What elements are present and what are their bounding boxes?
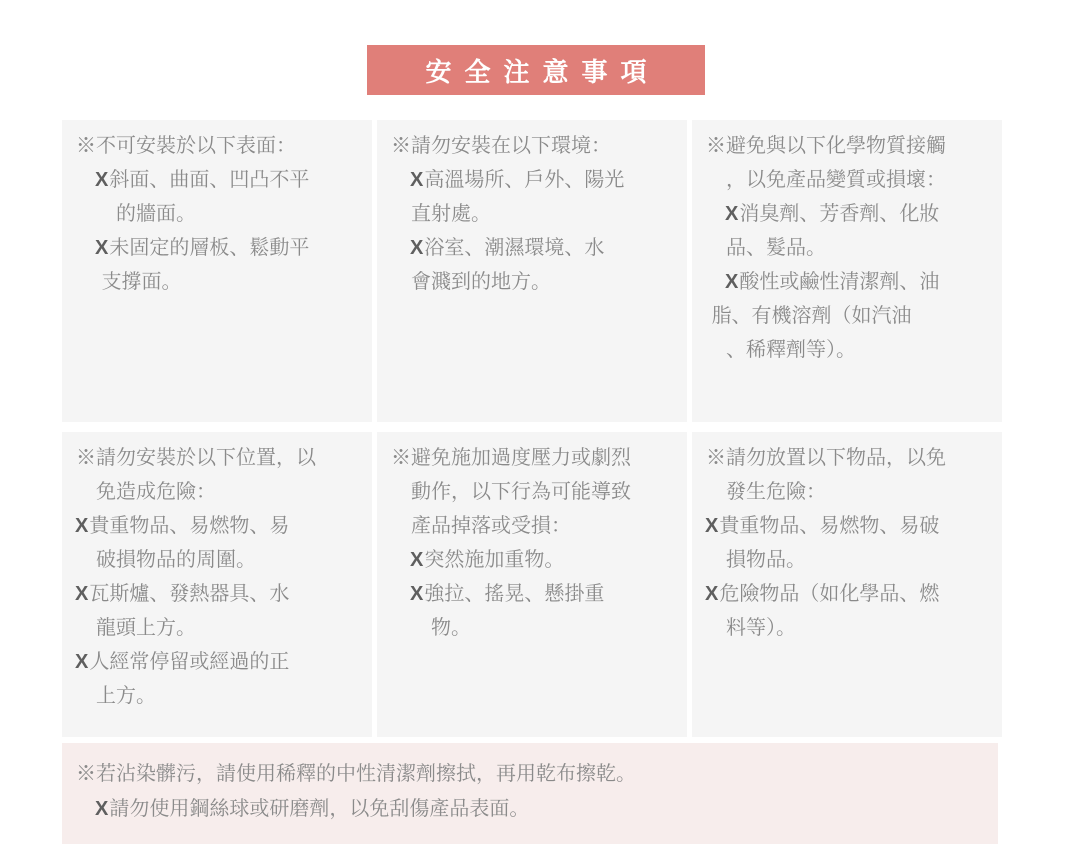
- indent: [705, 271, 725, 293]
- line-text: ※避免與以下化學物質接觸: [706, 135, 946, 157]
- warning-line: [390, 231, 681, 265]
- line-text: 脂、有機溶劑（如汽油: [711, 305, 912, 327]
- warning-line: [705, 265, 996, 299]
- warning-line: [390, 197, 681, 231]
- warning-line: [705, 333, 996, 367]
- warning-box-chemicals: [692, 120, 1002, 422]
- line-text: ※避免施加過度壓力或劇烈: [391, 447, 631, 469]
- indent: [390, 169, 410, 191]
- indent: [705, 237, 725, 259]
- warning-line: [75, 475, 366, 509]
- warning-line: [705, 543, 996, 577]
- title-banner: [367, 45, 705, 95]
- indent: [705, 617, 725, 639]
- line-text: 發生危險：: [726, 481, 826, 503]
- line-text: ※不可安裝於以下表面：: [76, 135, 296, 157]
- line-text: 人經常停留或經過的正: [89, 651, 290, 673]
- indent: [75, 617, 95, 639]
- indent: [75, 203, 115, 225]
- warning-box-environments: [377, 120, 687, 422]
- warning-line: [705, 163, 996, 197]
- line-text: 動作，以下行為可能導致: [411, 481, 631, 503]
- warning-line: [705, 197, 996, 231]
- x-mark-icon: X: [725, 271, 739, 293]
- note-line: [75, 757, 998, 792]
- indent: [705, 169, 725, 191]
- indent: [75, 685, 95, 707]
- indent: [75, 271, 101, 293]
- indent: [390, 583, 410, 605]
- indent: [75, 481, 95, 503]
- x-mark-icon: X: [410, 237, 424, 259]
- x-mark-icon: X: [95, 169, 109, 191]
- line-text: 品、髮品。: [726, 237, 826, 259]
- line-text: 破損物品的周圍。: [96, 549, 256, 571]
- note-line: [75, 792, 998, 827]
- warning-grid: [62, 120, 1002, 737]
- warning-line: [75, 231, 366, 265]
- x-mark-icon: X: [75, 515, 89, 537]
- line-text: 高溫場所、戶外、陽光: [424, 169, 625, 191]
- indent: [705, 481, 725, 503]
- warning-line: [75, 611, 366, 645]
- x-mark-icon: X: [705, 583, 719, 605]
- indent: [390, 617, 430, 639]
- x-mark-icon: X: [410, 169, 424, 191]
- indent: [75, 169, 95, 191]
- indent: [75, 237, 95, 259]
- line-text: 料等）。: [726, 617, 796, 639]
- indent: [705, 339, 725, 361]
- indent: [390, 271, 410, 293]
- indent: [390, 549, 410, 571]
- x-mark-icon: X: [75, 583, 89, 605]
- indent: [390, 515, 410, 537]
- page-title: 安全注意事項: [425, 56, 660, 87]
- indent: [705, 203, 725, 225]
- warning-line: [705, 299, 996, 333]
- warning-line: [705, 509, 996, 543]
- x-mark-icon: X: [725, 203, 739, 225]
- x-mark-icon: X: [75, 651, 89, 673]
- line-text: 上方。: [96, 685, 156, 707]
- line-text: 酸性或鹼性清潔劑、油: [739, 271, 940, 293]
- line-text: 危險物品（如化學品、燃: [719, 583, 940, 605]
- warning-line: [75, 129, 366, 163]
- x-mark-icon: X: [705, 515, 719, 537]
- line-text: ※請勿放置以下物品，以免: [706, 447, 946, 469]
- x-mark-icon: X: [410, 549, 424, 571]
- warning-box-locations: [62, 432, 372, 737]
- warning-line: [390, 509, 681, 543]
- line-text: 貴重物品、易燃物、易: [89, 515, 290, 537]
- warning-box-surfaces: [62, 120, 372, 422]
- warning-line: [75, 163, 366, 197]
- line-text: 的牆面。: [116, 203, 196, 225]
- warning-box-items: [692, 432, 1002, 737]
- warning-line: [705, 475, 996, 509]
- warning-line: [75, 645, 366, 679]
- indent: [390, 237, 410, 259]
- indent: [75, 798, 95, 820]
- line-text: 損物品。: [726, 549, 806, 571]
- warning-line: [390, 577, 681, 611]
- warning-line: [705, 231, 996, 265]
- x-mark-icon: X: [95, 237, 109, 259]
- line-text: ※若沾染髒污，請使用稀釋的中性清潔劑擦拭，再用乾布擦乾。: [76, 763, 636, 785]
- warning-line: [75, 543, 366, 577]
- line-text: 強拉、搖晃、懸掛重: [424, 583, 605, 605]
- line-text: 支撐面。: [101, 271, 182, 293]
- line-text: 瓦斯爐、發熱器具、水: [89, 583, 290, 605]
- warning-line: [705, 577, 996, 611]
- warning-line: [75, 197, 366, 231]
- line-text: 產品掉落或受損：: [411, 515, 571, 537]
- warning-line: [75, 509, 366, 543]
- line-text: 突然施加重物。: [424, 549, 565, 571]
- warning-line: [705, 441, 996, 475]
- line-text: 浴室、潮濕環境、水: [424, 237, 605, 259]
- warning-box-force: [377, 432, 687, 737]
- warning-line: [75, 577, 366, 611]
- line-text: 貴重物品、易燃物、易破: [719, 515, 940, 537]
- indent: [390, 481, 410, 503]
- line-text: ，以免產品變質或損壞：: [726, 169, 946, 191]
- indent: [705, 549, 725, 571]
- x-mark-icon: X: [410, 583, 424, 605]
- warning-line: [75, 265, 366, 299]
- line-text: ※請勿安裝於以下位置，以: [76, 447, 316, 469]
- warning-line: [390, 543, 681, 577]
- line-text: 斜面、曲面、凹凸不平: [109, 169, 310, 191]
- line-text: 消臭劑、芳香劑、化妝: [739, 203, 940, 225]
- line-text: 直射處。: [411, 203, 491, 225]
- warning-line: [75, 441, 366, 475]
- line-text: 請勿使用鋼絲球或研磨劑，以免刮傷產品表面。: [109, 798, 530, 820]
- indent: [705, 305, 711, 327]
- line-text: 龍頭上方。: [96, 617, 196, 639]
- warning-line: [390, 265, 681, 299]
- line-text: 免造成危險：: [96, 481, 216, 503]
- line-text: 會濺到的地方。: [411, 271, 551, 293]
- cleaning-note: [62, 743, 998, 844]
- warning-line: [390, 441, 681, 475]
- warning-line: [705, 611, 996, 645]
- line-text: 、稀釋劑等）。: [726, 339, 856, 361]
- warning-line: [390, 611, 681, 645]
- indent: [390, 203, 410, 225]
- indent: [75, 549, 95, 571]
- line-text: 物。: [431, 617, 471, 639]
- warning-line: [390, 475, 681, 509]
- warning-line: [390, 129, 681, 163]
- warning-line: [390, 163, 681, 197]
- line-text: 未固定的層板、鬆動平: [109, 237, 310, 259]
- warning-line: [705, 129, 996, 163]
- warning-line: [75, 679, 366, 713]
- x-mark-icon: X: [95, 798, 109, 820]
- line-text: ※請勿安裝在以下環境：: [391, 135, 611, 157]
